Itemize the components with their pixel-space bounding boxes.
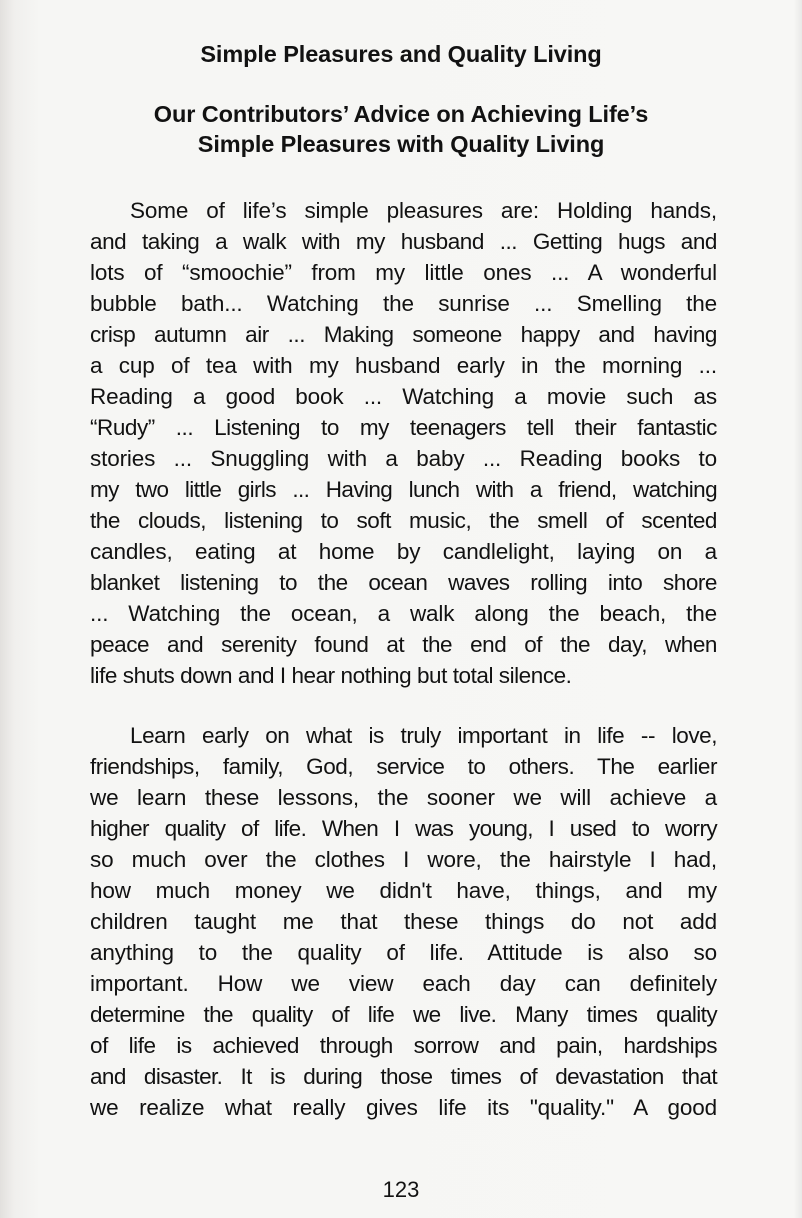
paragraph-line: determine the quality of life we live. Many times quality (90, 1002, 717, 1027)
paragraph-line: and disaster. It is during those times of devastation that (90, 1064, 717, 1089)
paragraph-line: how much money we didn't have, things, and my (90, 878, 717, 903)
body-paragraph-1 (90, 195, 717, 691)
paragraph-line: blanket listening to the ocean waves rolling into shore (90, 570, 717, 595)
paragraph-line: of life is achieved through sorrow and pain, hardships (90, 1033, 717, 1058)
paragraph-line: Reading a good book ... Watching a movie such as (90, 384, 717, 409)
paragraph-line: a cup of tea with my husband early in the morning ... (90, 353, 717, 378)
paragraph-line: crisp autumn air ... Making someone happy and having (90, 322, 717, 347)
paragraph-line: so much over the clothes I wore, the hairstyle I had, (90, 847, 717, 872)
running-head: Simple Pleasures and Quality Living (200, 41, 602, 67)
section-heading-line-1: Our Contributors’ Advice on Achieving Life’s (153, 101, 649, 127)
section-heading-line-2: Simple Pleasures with Quality Living (197, 131, 605, 157)
paragraph-line: life shuts down and I hear nothing but total silence. (90, 663, 572, 688)
paragraph-line: Some of life’s simple pleasures are: Holding hands, (130, 198, 717, 223)
paragraph-line: my two little girls ... Having lunch with a friend, watching (90, 477, 717, 502)
paragraph-line: lots of “smoochie” from my little ones ... A wonderful (90, 260, 717, 285)
section-heading (0, 99, 802, 159)
paragraph-line: ... Watching the ocean, a walk along the beach, the (90, 601, 717, 626)
paragraph-line: and taking a walk with my husband ... Getting hugs and (90, 229, 717, 254)
paragraph-line: anything to the quality of life. Attitude is also so (90, 940, 717, 965)
paragraph-line: friendships, family, God, service to others. The earlier (90, 754, 717, 779)
body-paragraph-2 (90, 720, 717, 1123)
paragraph-line: bubble bath... Watching the sunrise ... Smelling the (90, 291, 717, 316)
paragraph-line: higher quality of life. When I was young, I used to worry (90, 816, 717, 841)
paragraph-line: Learn early on what is truly important in life -- love, (130, 723, 717, 748)
paragraph-line: the clouds, listening to soft music, the smell of scented (90, 508, 717, 533)
paragraph-line: candles, eating at home by candlelight, laying on a (90, 539, 717, 564)
paragraph-line: we learn these lessons, the sooner we will achieve a (90, 785, 717, 810)
paragraph-line: peace and serenity found at the end of the day, when (90, 632, 717, 657)
paragraph-line: “Rudy” ... Listening to my teenagers tell their fantastic (90, 415, 717, 440)
paragraph-line: children taught me that these things do not add (90, 909, 717, 934)
paragraph-line: stories ... Snuggling with a baby ... Reading books to (90, 446, 717, 471)
page-number: 123 (382, 1177, 420, 1202)
paragraph-line: important. How we view each day can definitely (90, 971, 717, 996)
page-edge-shadow (794, 0, 802, 1218)
paragraph-line: we realize what really gives life its "quality." A good (90, 1095, 717, 1120)
